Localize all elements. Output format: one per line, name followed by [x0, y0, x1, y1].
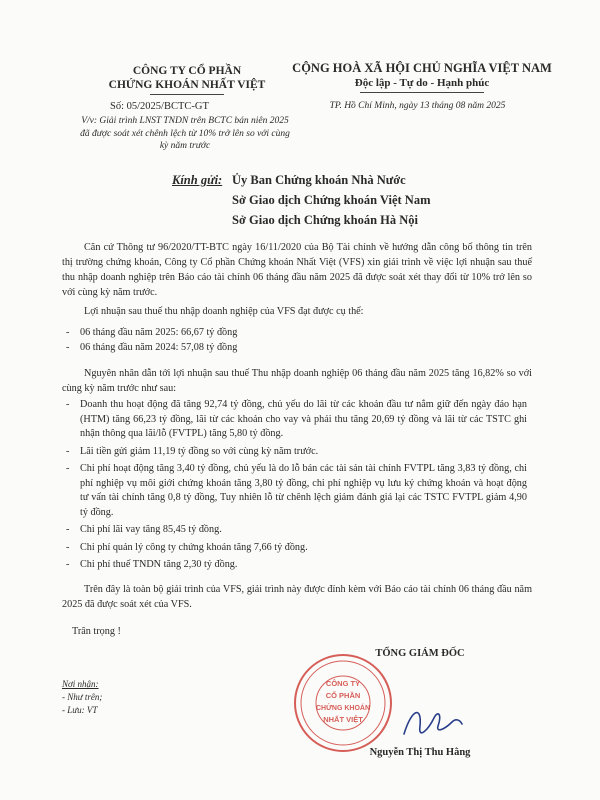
- recipient-2: Sở Giao dịch Chứng khoán Việt Nam: [232, 193, 431, 207]
- addressee-label: [172, 173, 222, 188]
- signature-title: TỔNG GIÁM ĐỐC: [375, 648, 465, 659]
- company-underline: [150, 94, 224, 95]
- list-item: - Chi phí hoạt động tăng 3,40 tỷ đồng, chủ yếu là do lỗ bán các tài sản tài chính FVTPL tăng 3,83 tỷ đồng, chi phí nghiệp vụ môi giới chứng khoán tăng 3,80 tỷ đồng, chi phí nghiệp vụ lưu ký chứng khoán và hoạt động tư vấn tài chính tăng 0,8 tỷ đồng, Tuy nhiên lỗ từ chênh lệch giảm đánh giá lại các TSTC FVTPL giảm 4,90 tỷ đồng.: [62, 462, 527, 520]
- reason-list: [62, 398, 527, 573]
- document-number: Số: 05/2025/BCTC-GT: [110, 101, 209, 112]
- nation-motto: Độc lập - Tự do - Hạnh phúc: [354, 77, 490, 89]
- recipients-title: Nơi nhận:: [62, 679, 99, 689]
- motto-underline: [360, 92, 484, 93]
- company-line-2: CHỨNG KHOÁN NHẤT VIỆT: [108, 79, 266, 91]
- regards: Trân trọng !: [72, 626, 121, 637]
- recipient-1: Ủy Ban Chứng khoán Nhà Nước: [232, 173, 406, 187]
- closing-paragraph: Trên đây là toàn bộ giải trình của VFS, giải trình này được đính kèm với Báo cáo tài chính 06 tháng đầu năm 2025 đã được soát xét của VFS.: [62, 584, 532, 610]
- recipient-3: Sở Giao dịch Chứng khoán Hà Nội: [232, 213, 419, 227]
- list-item: - 06 tháng đầu năm 2024: 57,08 tỷ đồng: [62, 341, 527, 356]
- list-item: - 06 tháng đầu năm 2025: 66,67 tỷ đồng: [62, 326, 527, 341]
- recipients-item: - Như trên;: [62, 692, 103, 702]
- signatory-name: Nguyễn Thị Thu Hằng: [369, 747, 471, 758]
- list-item: - Chi phí quản lý công ty chứng khoán tăng 7,66 tỷ đồng.: [62, 541, 527, 556]
- list-item: - Doanh thu hoạt động đã tăng 92,74 tỷ đồng, chủ yếu do lãi từ các khoản đầu tư nắm giữ đến ngày đáo hạn (HTM) tăng 66,23 tỷ đồng, lãi từ các khoản cho vay và phải thu tăng 20,69 tỷ đồng và lãi từ các TSTC ghi nhận thông qua lãi/lỗ (FVTPL) tăng 5,80 tỷ đồng.: [62, 398, 527, 442]
- list-item: - Chi phí thuế TNDN tăng 2,30 tỷ đồng.: [62, 558, 527, 573]
- company-name: [92, 64, 282, 92]
- handwritten-signature-icon: [398, 700, 468, 745]
- profit-list: [62, 326, 527, 355]
- list-item: - Lãi tiền gửi giảm 11,19 tỷ đồng so với cùng kỳ năm trước.: [62, 445, 527, 460]
- intro-paragraph: Căn cứ Thông tư 96/2020/TT-BTC ngày 16/11/2020 của Bộ Tài chính về hướng dẫn công bố thông tin trên thị trường chứng khoán, Công ty Cổ phần Chứng khoán Nhất Việt (VFS) xin giải trình về việc lợi nhuận sau thuế thu nhập doanh nghiệp trên Báo cáo tài chính 06 tháng đầu năm 2025 đã được soát xét thay đổi từ 10% trở lên so với cùng kỳ năm trước.: [62, 242, 532, 298]
- national-header: [292, 61, 552, 91]
- svg-text:CÔNG TY: CÔNG TY: [325, 679, 361, 688]
- svg-text:CỔ PHẦN: CỔ PHẦN: [325, 691, 361, 700]
- company-line-1: CÔNG TY CỔ PHẦN: [132, 65, 242, 77]
- nation-line-1: CỘNG HOÀ XÃ HỘI CHỦ NGHĨA VIỆT NAM: [292, 61, 552, 75]
- reason-intro: Nguyên nhân dẫn tới lợi nhuận sau thuế Thu nhập doanh nghiệp 06 tháng đầu năm 2025 tăng 16,82% so với cùng kỳ năm trước như sau:: [62, 368, 532, 394]
- kinh-gui-label: Kính gửi:: [172, 173, 223, 187]
- recipients-block: [62, 678, 102, 717]
- profit-intro: Lợi nhuận sau thuế thu nhập doanh nghiệp của VFS đạt được cụ thể:: [84, 306, 364, 317]
- date-line: TP. Hồ Chí Minh, ngày 13 tháng 08 năm 2025: [329, 101, 506, 111]
- document-subject: V/v: Giải trình LNST TNDN trên BCTC bán niên 2025 đã được soát xét chênh lệch từ 10% trở lên so với cùng kỳ năm trước: [80, 116, 290, 151]
- svg-text:CHỨNG KHOÁN: CHỨNG KHOÁN: [315, 705, 371, 712]
- company-seal-icon: [285, 648, 405, 758]
- svg-text:NHẤT VIỆT: NHẤT VIỆT: [323, 715, 363, 724]
- recipients-item: - Lưu: VT: [62, 705, 98, 715]
- list-item: - Chi phí lãi vay tăng 85,45 tỷ đồng.: [62, 523, 527, 538]
